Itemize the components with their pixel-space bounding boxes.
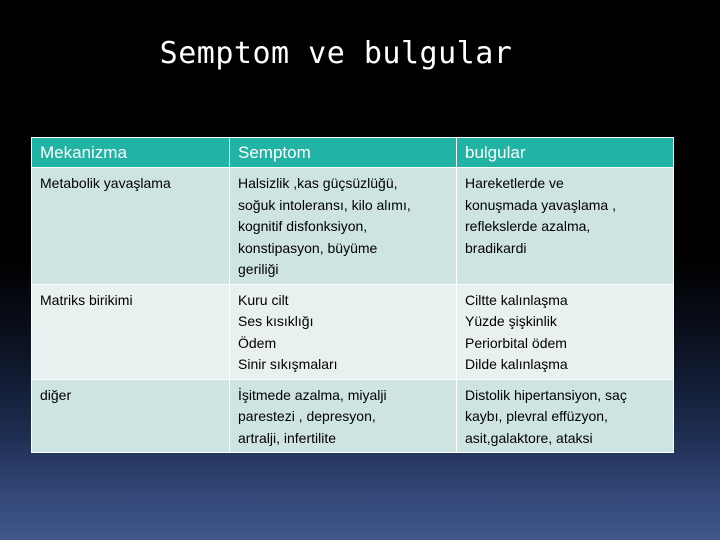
symptom-cell — [230, 379, 457, 453]
header-mechanism: Mekanizma — [32, 138, 230, 168]
symptom-line: İşitmede azalma, miyalji — [238, 386, 387, 403]
table-row — [32, 379, 674, 453]
symptom-line: kognitif disfonksiyon, — [238, 218, 368, 234]
mechanism-text: Metabolik yavaşlama — [40, 175, 171, 191]
symptom-line: konstipasyon, büyüme — [238, 239, 378, 256]
finding-line: Yüzde şişkinlik — [465, 313, 557, 329]
finding-line: Periorbital ödem — [465, 334, 567, 351]
mechanism-cell — [32, 284, 230, 379]
symptom-line: soğuk intoleransı, kilo alımı, — [238, 196, 411, 213]
mechanism-cell — [32, 379, 230, 453]
finding-line: asit,galaktore, ataksi — [465, 429, 593, 446]
header-findings: bulgular — [457, 138, 674, 168]
mechanism-cell — [32, 168, 230, 285]
symptom-line: Kuru cilt — [238, 291, 289, 308]
symptom-line: geriliği — [238, 261, 279, 277]
symptom-line: Sinir sıkışmaları — [238, 356, 338, 372]
finding-line: Distolik hipertansiyon, saç — [465, 386, 627, 403]
slide-title: Semptom ve bulgular — [159, 36, 513, 71]
findings-cell — [457, 284, 674, 379]
symptom-line: parestezi , depresyon, — [238, 408, 376, 424]
symptom-table — [31, 137, 674, 453]
mechanism-text: diğer — [40, 386, 72, 403]
table-row — [32, 168, 674, 285]
symptom-line: Halsizlik ,kas güçsüzlüğü, — [238, 175, 398, 191]
symptom-line: Ses kısıklığı — [238, 313, 314, 329]
table-header-row — [32, 138, 674, 168]
finding-line: konuşmada yavaşlama , — [465, 196, 616, 213]
finding-line: Hareketlerde ve — [465, 175, 564, 191]
symptom-cell — [230, 168, 457, 285]
symptom-line: artralji, infertilite — [238, 429, 337, 446]
finding-line: bradikardi — [465, 239, 527, 256]
symptom-cell — [230, 284, 457, 379]
finding-line: Dilde kalınlaşma — [465, 356, 568, 372]
mechanism-text: Matriks birikimi — [40, 291, 133, 308]
table-row — [32, 284, 674, 379]
symptom-line: Ödem — [238, 334, 277, 351]
findings-cell — [457, 379, 674, 453]
finding-line: kaybı, plevral effüzyon, — [465, 408, 608, 424]
finding-line: Ciltte kalınlaşma — [465, 291, 568, 308]
finding-line: reflekslerde azalma, — [465, 218, 591, 234]
findings-cell — [457, 168, 674, 285]
header-symptom: Semptom — [230, 138, 457, 168]
